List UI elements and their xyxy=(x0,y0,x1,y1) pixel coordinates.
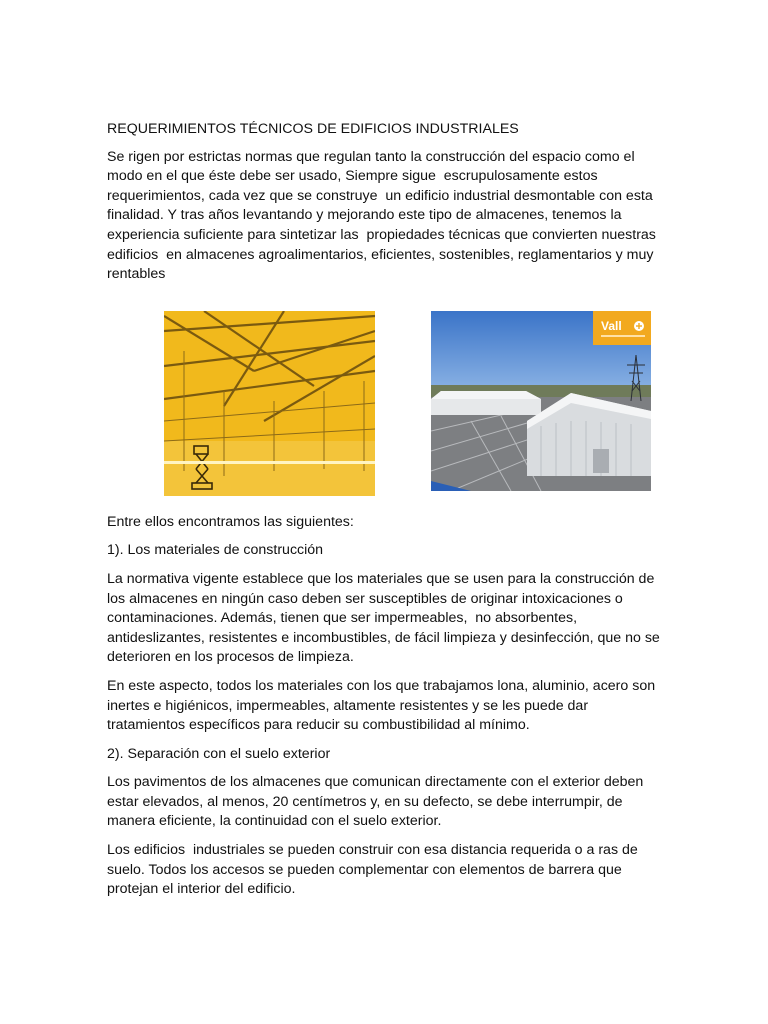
intro-paragraph: Se rigen por estrictas normas que regulan tanto la construcción del espacio como el modo en el que éste debe ser usado, Siempre sigue escrupulosamente estos requerimientos, cada vez que se construye un edificio industrial desmontable con esta finalidad. Y tras años levantando y mejorando este tipo de almacenes, tenemos la experiencia suficiente para sintetizar las propiedades técnicas que convierten nuestras edificios en almacenes agroalimentarios, eficientes, sostenibles, reglamentarios y muy rentables xyxy=(107,148,660,283)
section-1-paragraph-2: En este aspecto, todos los materiales con los que trabajamos lona, aluminio, acero son inertes e higiénicos, impermeables, altamente resistentes y se les puede dar tratamientos específicos para reducir su combustibilidad al mínimo. xyxy=(107,677,660,734)
section-2-paragraph-1: Los pavimentos de los almacenes que comunican directamente con el exterior deben estar elevados, al menos, 20 centímetros y, en su defecto, se debe interrumpir, de manera eficiente, la continuidad con el suelo exterior. xyxy=(107,774,648,830)
lead-paragraph: Entre ellos encontramos las siguientes: xyxy=(107,513,354,530)
tent-interior-image xyxy=(164,311,375,496)
tent-interior-illustration xyxy=(164,311,375,496)
section-1-heading: 1). Los materiales de construcción xyxy=(107,542,324,559)
vall-logo-text: Vall xyxy=(601,318,622,333)
section-2-heading: 2). Separación con el suelo exterior xyxy=(107,745,331,762)
document-page xyxy=(107,120,667,909)
image-row xyxy=(107,311,667,499)
warehouse-illustration xyxy=(431,311,651,491)
document-title: REQUERIMIENTOS TÉCNICOS DE EDIFICIOS INDUSTRIALES xyxy=(107,121,519,137)
section-2-paragraph-2: Los edificios industriales se pueden construir con esa distancia requerida o a ras de suelo. Todos los accesos se pueden complementar con elementos de barrera que protejan el interior del edificio. xyxy=(107,842,642,898)
warehouse-photo xyxy=(431,311,651,491)
section-1-paragraph-1: La normativa vigente establece que los materiales que se usen para la construcción de los almacenes en ningún caso deben ser susceptibles de originar intoxicaciones o contaminaciones. Además, tienen que ser impermeables, no absorbentes, antideslizantes, resistentes e incombustibles, de fácil limpieza y desinfección, que no se deterioren en los procesos de limpieza. xyxy=(107,570,664,666)
